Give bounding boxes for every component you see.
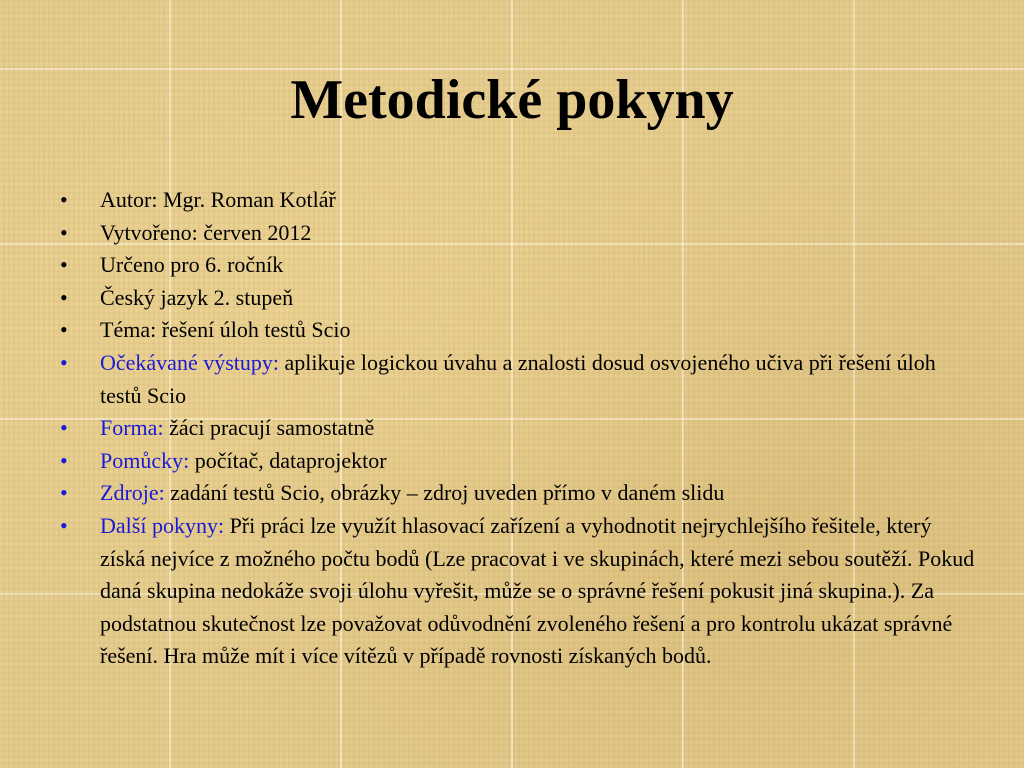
bullet-icon: • (60, 447, 68, 473)
item-text: Vytvořeno: červen 2012 (100, 219, 312, 245)
item-text: Český jazyk 2. stupeň (100, 284, 294, 310)
bullet-icon: • (60, 252, 68, 278)
item-label: Očekávané výstupy: (100, 349, 279, 375)
item-text: Při práci lze využít hlasovací zařízení a vyhodnotit nejrychlejšího řešitele, který získá nejvíce z možného počtu bodů (Lze pracovat i ve skupinách, které mezi sebou soutěží. Pokud daná skupina nedokáže svoji úlohu vyřešit, může se o správné řešení pokusit jiná skupina.). Za podstatnou skutečnost lze považovat odůvodnění zvoleného řešení a pro kontrolu ukázat správné řešení. Hra může mít i více vítězů v případě rovnosti získaných bodů. (100, 512, 975, 669)
slide-title: Metodické pokyny (290, 69, 734, 131)
bullet-icon: • (60, 284, 68, 310)
bullet-icon: • (60, 415, 68, 441)
item-label: Forma: (100, 415, 164, 441)
item-text: Určeno pro 6. ročník (100, 252, 284, 278)
item-text: žáci pracují samostatně (163, 415, 375, 441)
item-label: Pomůcky: (100, 447, 190, 473)
item-label: Další pokyny: (100, 512, 225, 538)
item-label: Zdroje: (100, 480, 165, 506)
bullet-icon: • (60, 317, 68, 343)
bullet-list (60, 184, 980, 673)
item-text: aplikuje logickou úvahu a znalosti dosud osvojeného učiva při řešení úloh testů Scio (100, 349, 936, 408)
item-text: zadání testů Scio, obrázky – zdroj uveden přímo v daném slidu (164, 480, 725, 506)
item-text: Téma: řešení úloh testů Scio (100, 317, 351, 343)
list-item (60, 217, 980, 250)
list-item (60, 412, 980, 445)
bullet-icon: • (60, 187, 68, 212)
list-item (60, 477, 980, 510)
item-text: počítač, dataprojektor (189, 447, 387, 473)
bullet-icon: • (60, 512, 68, 538)
item-text: Autor: Mgr. Roman Kotlář (100, 187, 336, 212)
bullet-icon: • (60, 480, 68, 506)
list-item (60, 282, 980, 315)
list-item (60, 314, 980, 347)
bullet-icon: • (60, 349, 68, 375)
list-item (60, 510, 980, 673)
list-item (60, 445, 980, 478)
bullet-icon: • (60, 219, 68, 245)
list-item (60, 249, 980, 282)
list-item (60, 184, 980, 217)
list-item (60, 347, 980, 412)
